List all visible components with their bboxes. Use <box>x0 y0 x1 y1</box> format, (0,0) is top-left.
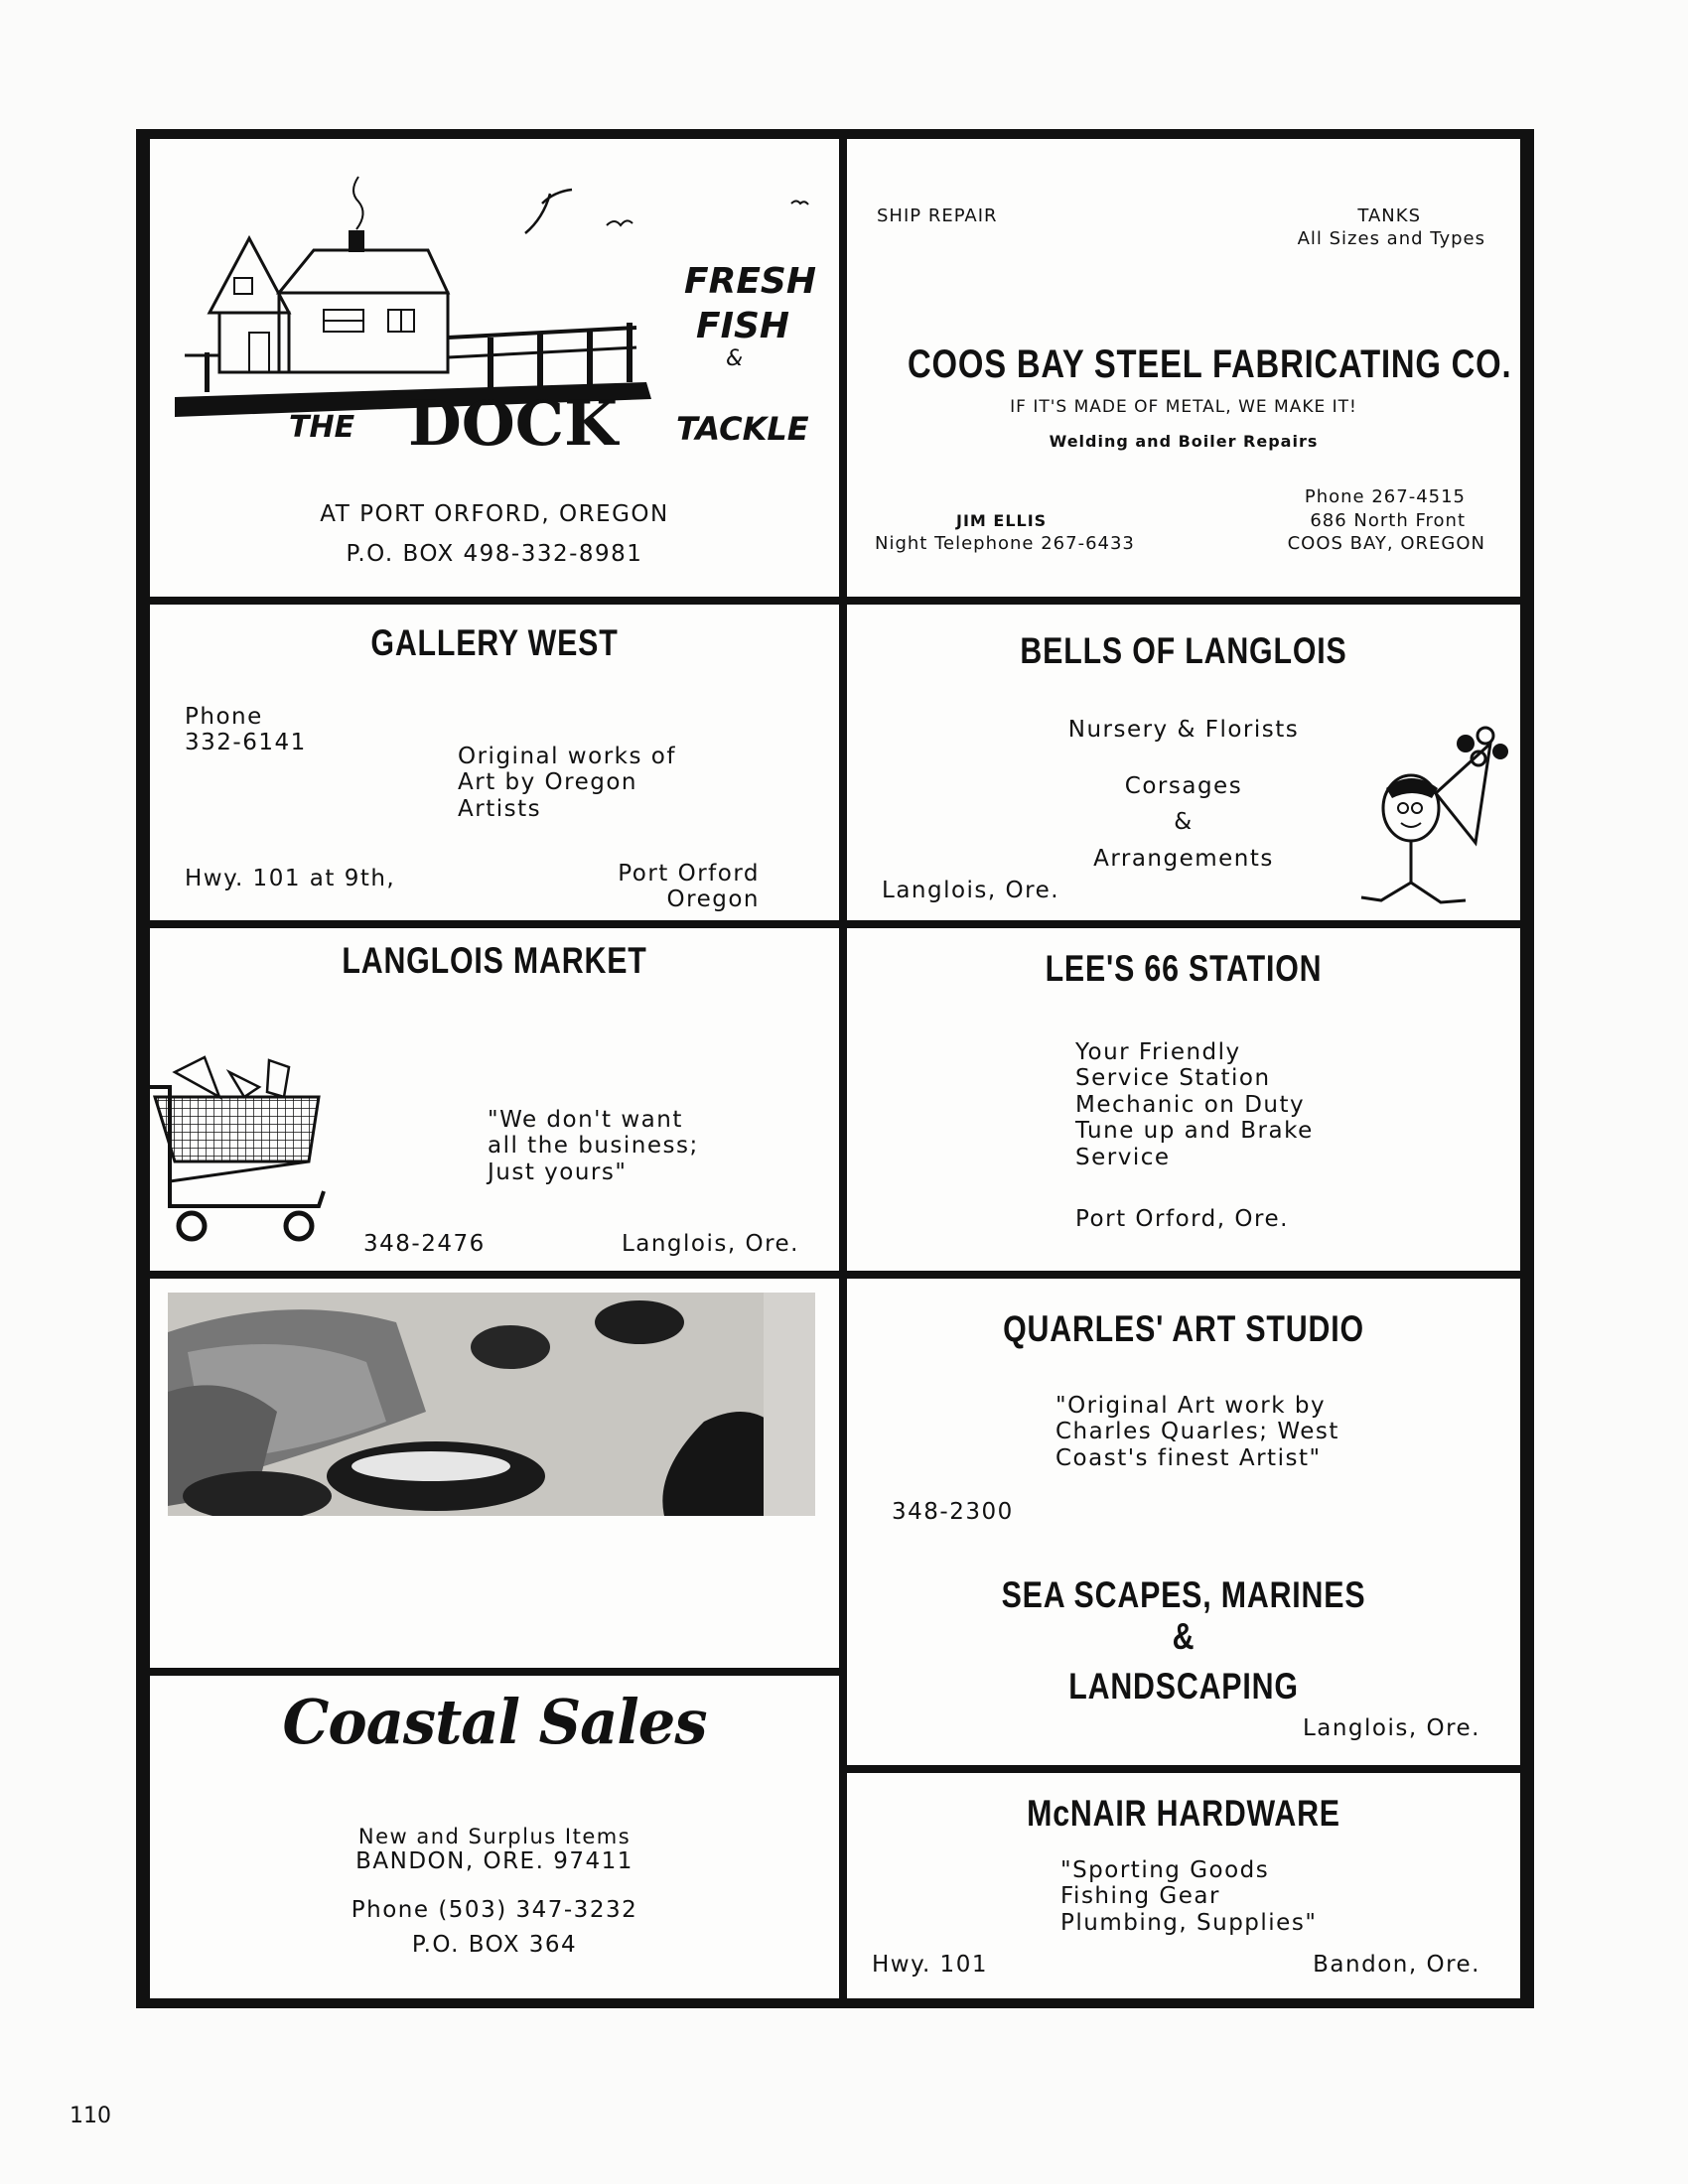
ad-bells-of-langlois <box>847 605 1520 920</box>
dock-logo-the: THE <box>289 410 355 445</box>
dock-logo-tackle: TACKLE <box>676 410 809 447</box>
coos-tanks: TANKS <box>1357 205 1421 226</box>
gallery-city: Port Orford Oregon <box>618 861 760 913</box>
coastal-phone: Phone (503) 347-3232 <box>351 1897 638 1923</box>
ad-quarles-art-studio <box>847 1279 1520 1765</box>
gallery-description: Original works of Art by Oregon Artists <box>458 744 676 822</box>
dock-po-box: P.O. BOX 498-332-8981 <box>346 541 643 567</box>
coastal-name: Coastal Sales <box>282 1686 707 1758</box>
bells-line-arrangements: Arrangements <box>1093 846 1274 872</box>
quarles-city: Langlois, Ore. <box>1302 1715 1480 1741</box>
ad-gallery-west <box>150 605 839 920</box>
dock-logo-fresh: FRESH <box>684 261 816 302</box>
dock-house-illustration <box>150 139 839 447</box>
coos-slogan: IF IT'S MADE OF METAL, WE MAKE IT! <box>1010 397 1357 417</box>
ad-coastal-sales <box>150 1676 839 1998</box>
coos-services: Welding and Boiler Repairs <box>1049 432 1319 451</box>
mcnair-city: Bandon, Ore. <box>1313 1952 1480 1978</box>
dock-location: AT PORT ORFORD, OREGON <box>320 501 669 527</box>
coos-company-name: COOS BAY STEEL FABRICATING CO. <box>908 342 1512 386</box>
coos-contact-name: JIM ELLIS <box>956 511 1048 530</box>
ad-page-frame <box>136 129 1534 2008</box>
lees-city: Port Orford, Ore. <box>1075 1206 1289 1232</box>
quarles-specialty-1: SEA SCAPES, MARINES <box>1001 1574 1366 1615</box>
gallery-phone-label: Phone <box>185 704 263 730</box>
coastal-city: BANDON, ORE. 97411 <box>355 1848 633 1874</box>
ad-mcnair-hardware <box>847 1773 1520 1998</box>
market-slogan: "We don't want all the business; Just yours" <box>488 1107 699 1185</box>
ad-langlois-market <box>150 928 839 1271</box>
ad-photo-box <box>150 1279 839 1668</box>
shopping-cart-illustration <box>150 1052 339 1251</box>
mcnair-address: Hwy. 101 <box>872 1952 988 1978</box>
coastal-po-box: P.O. BOX 364 <box>411 1932 578 1958</box>
coos-ship-repair: SHIP REPAIR <box>877 205 998 226</box>
bells-city: Langlois, Ore. <box>882 878 1060 903</box>
coos-night-phone: Night Telephone 267-6433 <box>875 533 1135 554</box>
gallery-address: Hwy. 101 at 9th, <box>185 866 396 891</box>
ad-the-dock <box>150 139 839 597</box>
quarles-quote: "Original Art work by Charles Quarles; West Coast's finest Artist" <box>1055 1393 1339 1471</box>
shoes-photo <box>168 1293 815 1516</box>
quarles-name: QUARLES' ART STUDIO <box>1003 1308 1364 1349</box>
dock-logo-amp: & <box>726 346 744 371</box>
coos-phone: Phone 267-4515 <box>1304 486 1466 507</box>
dock-logo-fish: FISH <box>696 306 790 346</box>
quarles-specialty-3: LANDSCAPING <box>1068 1666 1299 1706</box>
dock-logo-dock: DOCK <box>408 387 619 447</box>
page-number: 110 <box>70 2104 111 2128</box>
bells-line-amp: & <box>1174 809 1194 835</box>
coos-street: 686 North Front <box>1310 510 1466 531</box>
flower-bellhop-illustration <box>1341 724 1520 912</box>
gallery-phone: 332-6141 <box>185 730 307 755</box>
coastal-tagline: New and Surplus Items <box>357 1825 632 1848</box>
lees-description: Your Friendly Service Station Mechanic on Duty Tune up and Brake Service <box>1075 1039 1314 1170</box>
coos-city: COOS BAY, OREGON <box>1287 533 1485 554</box>
mcnair-name: McNAIR HARDWARE <box>1027 1793 1340 1834</box>
bells-line-nursery: Nursery & Florists <box>1067 717 1300 743</box>
ad-lees-66-station <box>847 928 1520 1271</box>
mcnair-description: "Sporting Goods Fishing Gear Plumbing, Supplies" <box>1060 1857 1318 1936</box>
ad-coos-bay-steel <box>847 139 1520 597</box>
market-phone: 348-2476 <box>363 1231 486 1257</box>
gallery-name: GALLERY WEST <box>370 622 619 663</box>
coos-tanks-sub: All Sizes and Types <box>1297 228 1485 249</box>
lees-name: LEE'S 66 STATION <box>1045 948 1323 989</box>
quarles-phone: 348-2300 <box>892 1499 1014 1525</box>
market-city: Langlois, Ore. <box>621 1231 799 1257</box>
market-name: LANGLOIS MARKET <box>342 940 647 981</box>
bells-name: BELLS OF LANGLOIS <box>1020 630 1347 671</box>
quarles-specialty-2: & <box>1172 1616 1196 1657</box>
bells-line-corsages: Corsages <box>1124 773 1243 799</box>
